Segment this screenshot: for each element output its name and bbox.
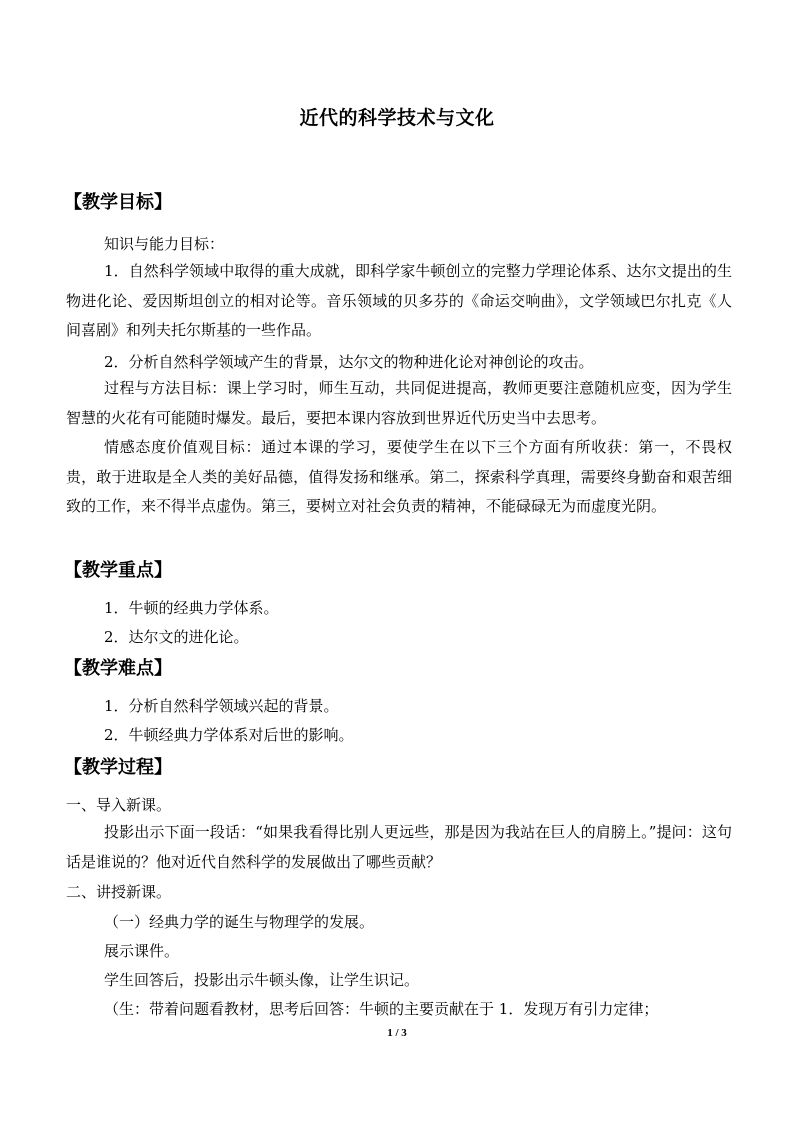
knowledge-label: 知识与能力目标： (104, 235, 225, 253)
page-number: 1 / 3 (387, 1027, 407, 1039)
objective-1-paragraph: 1．自然科学领域中取得的重大成就，即科学家牛顿创立的完整力学理论体系、达尔文提出的生物进化论、爱因斯坦创立的相对论等。音乐领域的贝多芬的《命运交响曲》，文学领域巴尔扎克《人间喜剧》和列夫托尔斯基的一些作品。 (66, 262, 732, 339)
objective-2-line: 2．分析自然科学领域产生的背景，达尔文的物种进化论对神创论的攻击。 (104, 353, 594, 371)
objectives-heading: 【教学目标】 (64, 192, 172, 213)
emotion-goal-paragraph: 情感态度价值观目标：通过本课的学习，要使学生在以下三个方面有所收获：第一，不畏权贵，敢于进取是全人类的美好品德，值得发扬和继承。第二，探索科学真理，需要终身勤奋和艰苦细致的工作，来不得半点虚伪。第三，要树立对社会负责的精神，不能碌碌无为而虚度光阴。 (66, 438, 732, 515)
key-point-2: 2．达尔文的进化论。 (104, 628, 249, 646)
page-title: 近代的科学技术与文化 (299, 107, 495, 129)
difficult-point-2: 2．牛顿经典力学体系对后世的影响。 (104, 726, 354, 744)
key-points-heading: 【教学重点】 (64, 560, 172, 581)
step-2-title: 二、讲授新课。 (66, 883, 172, 901)
difficult-point-1: 1．分析自然科学领域兴起的背景。 (104, 697, 339, 715)
difficult-points-heading: 【教学难点】 (64, 658, 172, 679)
step-1-paragraph: 投影出示下面一段话：“如果我看得比别人更远些，那是因为我站在巨人的肩膀上。”提问：这句话是谁说的？他对近代自然科学的发展做出了哪些贡献？ (66, 823, 732, 871)
step-1-title: 一、导入新课。 (66, 796, 172, 814)
key-point-1: 1．牛顿的经典力学体系。 (104, 599, 279, 617)
teaching-process-heading: 【教学过程】 (64, 757, 172, 778)
process-goal-paragraph: 过程与方法目标：课上学习时，师生互动，共同促进提高，教师更要注意随机应变，因为学生智慧的火花有可能随时爆发。最后，要把本课内容放到世界近代历史当中去思考。 (66, 379, 732, 427)
student-note-line: （生：带着问题看教材，思考后回答：牛顿的主要贡献在于 1．发现万有引力定律； (104, 1000, 659, 1018)
show-courseware-line: 展示课件。 (104, 942, 180, 960)
subsection-1-title: （一）经典力学的诞生与物理学的发展。 (104, 913, 375, 931)
student-answer-line: 学生回答后，投影出示牛顿头像，让学生识记。 (104, 971, 420, 989)
